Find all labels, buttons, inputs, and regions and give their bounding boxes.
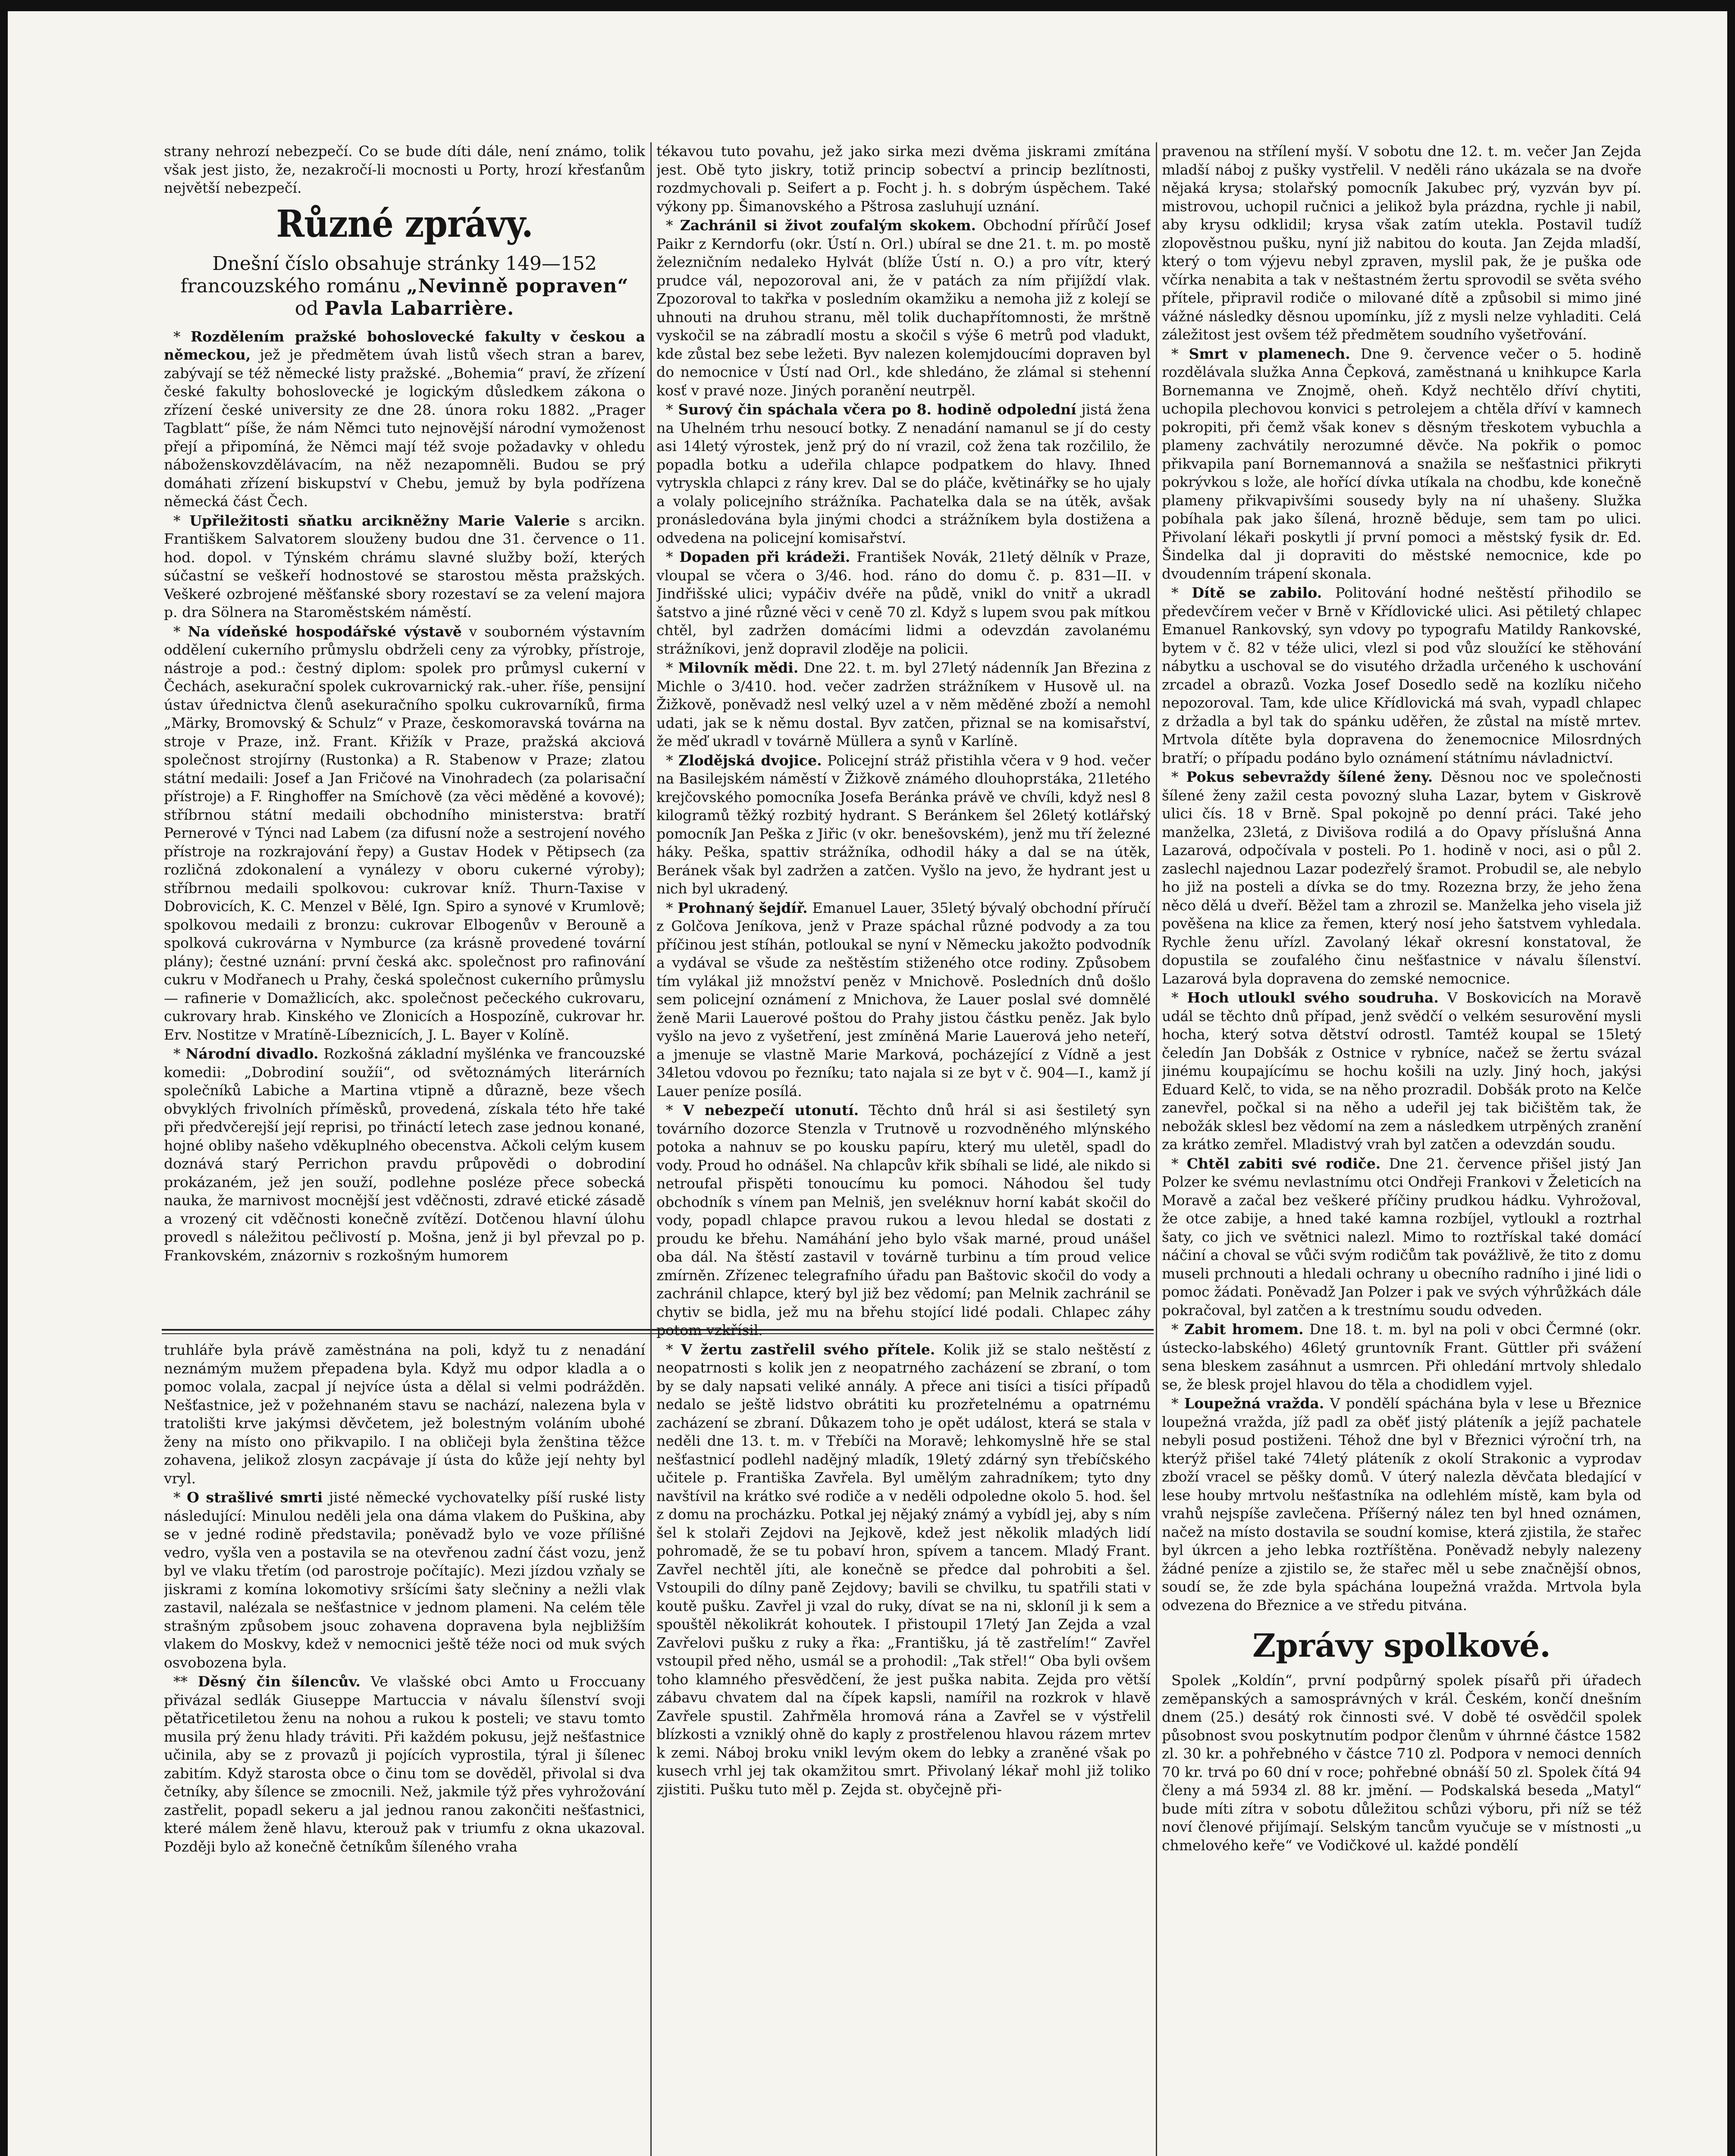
- news-item: * Zachránil si život zoufalým skokem. Obchodní přírůčí Josef Paikr z Kerndorfu (okr. Ústí n. Orl.) ubíral se dne 21. t. m. po mostě železničním nedaleko Hylvát (blíže Ústí n. O.) a pro vítr, který prudce vál, nepozoroval ani, že v patách za ním přijíždí vlak. Zpozoroval to takřka v posledním okamžiku a nemoha již z kolejí se uhnouti na druhou stranu, měl tolik duchapřítomnosti, že mrštně vyskočil se na zábradlí mostu a skočil s výše 6 metrů pod vladukt, kde zůstal bez sebe ležeti. Byv nalezen kolemjdoucími dopraven byl do nemocnice v Ústí nad Orl., kde shledáno, že zlámal si stehenní kosť v pravé noze. Jiných poranění neutrpěl.: [656, 217, 1151, 399]
- news-lead: Upřiležitosti sňatku arcikněžny Marie Valerie: [189, 512, 570, 529]
- section-heading: Zprávy spolkové.: [1252, 1627, 1551, 1664]
- news-body: jež je předmětem úvah listů všech stran a barev, zabývají se též německé listy pražské. „Bohemia“ praví, že zřízení české fakulty bohoslovecké je logickým důsledkem zákona o zřízení české university ze dne 28. února roku 1882. „Prager Tagblatt“ píše, že nám Němci tuto nejnovější národní vymoženost přejí a připomíná, že Němci mají též svoje požadavky v ohledu náboženskovzdělávacím, na něž nezapomněli. Budou se prý domáhati zřízení biskupství v Chebu, jemuž by byla podřízena německá část Čech.: [164, 346, 645, 510]
- news-body: V Boskovicích na Moravě udál se těchto dnů případ, jenž svědčí o velkém sesurovění mysli hocha, který sotva dětství odrostl. Tamtéž koupal se 15letý čeledín Jan Dobšák z Ostnice v rybníce, načež se žertu svázal jinému koupajícímu se hochu košili na uzly. Jiný hoch, jakýsi Eduard Kelč, to vida, se na něho prozradil. Dobšák proto na Kelče zanevřel, počkal si na něho a udeřil jej tak bičištěm tak, že nebožák sklesl bez vědomí na zem a následkem utrpěných zranění za krátko zemřel. Mladistvý vrah byl zatčen a odevzdán soudu.: [1162, 989, 1641, 1153]
- news-item: * Dopaden při krádeži. František Novák, 21letý dělník v Praze, vloupal se včera o 3/46. hod. ráno do domu č. p. 831—II. v Jindřišské ulici; vypáčiv dvéře na půdě, vnikl do vnitř a ukradl šatstvo a jiné různé věci v ceně 70 zl. Když s lupem svou pak mítkou chtěl, byl zadržen domácími lidmi a odevzdán zavolanému strážníkovi, jenž dopravil zloděje na policii.: [656, 548, 1151, 657]
- page-border-right: [1727, 0, 1735, 2156]
- news-lead: Chtěl zabiti své rodiče.: [1186, 1155, 1381, 1172]
- news-body: Děsnou noc ve společnosti šílené ženy zažil cesta povozný sluha Lazar, bytem v Giskrově ulici čís. 18 v Brně. Spal pokojně po denní práci. Také jeho manželka, 23letá, z Divišova rodilá a do Opavy příslušná Anna Lazarová, odpočívala v posteli. Po 1. hodině v noci, asi o půl 2. zaslechl najednou Lazar podezřelý šramot. Probudil se, ale nebylo ho již na posteli a dívka se do tmy. Rozezna brzy, že jeho žena něco dělá u dveří. Běžel tam a zhrozil se. Manželka jeho visela již pověšena na klice za řemen, který nosí jeho šatstvem vyhledala. Rychle ženu uřízl. Zavolaný lékař okresní konstatoval, že dopustila se zoufalého činu nešťastnice v návalu šílenství. Lazarová byla dopravena do zemské nemocnice.: [1162, 768, 1641, 987]
- news-item: * Prohnaný šejdíř. Emanuel Lauer, 35letý bývalý obchodní příručí z Golčova Jeníkova, jenž v Praze spáchal různé podvody a za tou příčinou jest stíhán, potloukal se nyní v Německu jakožto podvodník a vydával se všude za neštěstím stiženého otce rodiny. Způsobem tím vylákal již množství peněz v Mnichově. Posledních dnů došlo sem policejní oznámení z Mnichova, že Lauer poslal své domnělé ženě Marii Lauerové poštou do Prahy jistou částku peněz. Jak bylo vyšlo na jevo z vyšetření, jest zmíněná Marie Lauerová jeho neteří, a jmenuje se vlastně Marie Marková, pocházející z Vídně a jest 34letou vdovou po řezníku; tato najala si ze byt v č. 904—I., kamž jí Lauer peníze posílá.: [656, 899, 1151, 1100]
- news-lead: V nebezpečí utonutí.: [683, 1102, 859, 1119]
- page-border-top: [0, 0, 1735, 11]
- news-body: v souborném výstavním oddělení cukerního průmyslu obdrželi ceny za výrobky, přístroje, nástroje a pod.: čestný diplom: spolek pro průmysl cukerní v Čechách, asekurační spolek cukrovarnický rak.-uher. říše, pensijní ústav úřednictva členů asekuračního spolku cukrovarníků, firma „Märky, Bromovský & Schulz“ v Praze, českomoravská továrna na stroje v Praze, inž. Frant. Křižík v Praze, pražská akciová společnost strojírny (Rustonka) a R. Stabenow v Praze; zlatou státní medaili: Josef a Jan Fričové na Vinohradech (za polarisační přístroje) a F. Ringhoffer na Smíchově (za věci měděné a kovové); stříbrnou státní medaili obchodního ministerstva: bratří Pernerové v Týnci nad Labem (za difusní nože a sestrojení nového přístroje na rozkrajování řepy) a Gustav Hodek v Pětipsech (za rozličná zdokonalení a vynálezy v oboru cukerné výroby); stříbrnou medaili spolkovou: cukrovar kníž. Thurn-Taxise v Dobrovicích, K. C. Menzel v Bělé, Ign. Spiro a synové v Krumlově; spolkovou medaili z bronzu: cukrovar Elbogenův v Berouně a spolková cukrovárna v Nymburce (za krásně provedené tovární plány); čestné uznání: první česká akc. společnost pro rafinování cukru v Modřanech u Prahy, česká společnost cukerního průmyslu — rafinerie v Domažlicích, akc. společnost pečeckého cukrovaru, cukrovary hrab. Kinského ve Zlonicích a Hospozíně, cukrovar hr. Erv. Nostitze v Mratíně-Líbeznicích, J. L. Bayer v Kolíně.: [164, 623, 645, 1043]
- novel-notice-line: [164, 298, 645, 320]
- news-lead: Surový čin spáchala včera po 8. hodině odpolední: [678, 401, 1076, 418]
- news-lead: Hoch utloukl svého soudruha.: [1187, 989, 1439, 1006]
- news-lead: Pokus sebevraždy šílené ženy.: [1186, 768, 1433, 785]
- column-separator: [650, 142, 652, 2156]
- news-lead: Zabit hromem.: [1184, 1321, 1304, 1338]
- news-lead: Národní divadlo.: [185, 1045, 319, 1062]
- news-item: * Upřiležitosti sňatku arcikněžny Marie Valerie s arcikn. Františkem Salvatorem slouženy budou dne 31. července o 11. hod. dopol. v Týnském chrámu slavné služby boží, kterých súčastní se veškeří hodnostové se starostou města pražských. Veškeré ozbrojené měšťanské sbory rozestaví se za velení majora p. dra Sölnera na Staroměstském náměstí.: [164, 512, 645, 620]
- news-item: * Zlodějská dvojice. Policejní stráž přistihla včera v 9 hod. večer na Basilejském náměstí v Žižkově známého dlouhoprstáka, 21letého krejčovského pomocníka Josefa Beránka právě ve chvíli, když nesl 8 kilogramů těžký rozbitý hydrant. S Beránkem šel 26letý kotlářský pomocník Jan Peška z Jiřic (v okr. benešovském), jenž mu tří železné háky. Peška, spattiv strážníka, odhodil háky a dal se na útěk, Beránek však byl zadržen a zatčen. Vyšlo na jevo, že hydrant jest u nich byl ukradený.: [656, 752, 1151, 897]
- news-lead: Zachránil si život zoufalým skokem.: [680, 217, 976, 234]
- news-item: * Smrt v plamenech. Dne 9. července večer o 5. hodině rozdělávala služka Anna Čepková, zaměstnaná u knihkupce Karla Bornemanna ve Znojmě, oheň. Když nechtělo dříví chytiti, uchopila plechovou konvici s petrolejem a chtěla dříví v kamnech pokropiti, při čemž však konev s děsným třeskotem vybuchla a plameny zachvátily nerozumné děvče. Na pokřik o pomoc přikvapila paní Bornemannová a snažila se nešťastnici přikryti pokrývkou s lože, ale hořící dívka utíkala na chodbu, kde konečně plameny přikvapivšími sousedy byly na ní uhašeny. Služka pobíhala pak jako šílená, hrozně běduje, sem tam po ulici. Přivolaní lékaři poskytli jí první pomoci a městský fysik dr. Ed. Šindelka dal ji dopraviti do městské nemocnice, kde po dvoudenním trápení skonala.: [1162, 345, 1641, 582]
- news-body: s arcikn. Františkem Salvatorem slouženy budou dne 31. července o 11. hod. dopol. v Týnském chrámu slavné služby boží, kterých súčastní se veškeří hodnostové se starostou města pražských. Veškeré ozbrojené měšťanské sbory rozestaví se za velení majora p. dra Sölnera na Staroměstském náměstí.: [164, 512, 645, 620]
- news-item: * Rozdělením pražské bohoslovecké fakulty v českou a německou, jež je předmětem úvah listů všech stran a barev, zabývají se též německé listy pražské. „Bohemia“ praví, že zřízení české fakulty bohoslovecké je logickým důsledkem zákona o zřízení české university ze dne 28. února roku 1882. „Prager Tagblatt“ píše, že nám Němci tuto nejnovější národní vymoženost přejí a připomíná, že Němci mají též svoje požadavky v ohledu náboženskovzdělávacím, na něž nezapomněli. Budou se prý domáhati zřízení biskupství v Chebu, jemuž by byla podřízena německá část Čech.: [164, 328, 645, 510]
- news-body: Obchodní přírůčí Josef Paikr z Kerndorfu (okr. Ústí n. Orl.) ubíral se dne 21. t. m. po mostě železničním nedaleko Hylvát (blíže Ústí n. O.) a pro vítr, který prudce vál, nepozoroval ani, že v patách za ním přijíždí vlak. Zpozoroval to takřka v posledním okamžiku a nemoha již z kolejí se uhnouti na druhou stranu, měl tolik duchapřítomnosti, že mrštně vyskočil se na zábradlí mostu a skočil s výše 6 metrů pod vladukt, kde zůstal bez sebe ležeti. Byv nalezen kolemjdoucími dopraven byl do nemocnice v Ústí nad Orl., kde shledáno, že zlámal si stehenní kosť v pravé noze. Jiných poranění neutrpěl.: [656, 217, 1151, 399]
- news-item: * Loupežná vražda. V pondělí spáchána byla v lese u Březnice loupežná vražda, jíž padl za oběť jistý pláteník a jejíž pachatele nebyli posud postiženi. Téhož dne byl v Březnici výroční trh, na kterýž přišel také 74letý pláteník z okolí Strakonic a vyprodav zboží vracel se pěšky domů. V úterý nalezla děvčata bledající v lese houby mrtvolu nešťastníka na odlehlém místě, kam byla od vrahů nejspíše zavlečena. Příšerný nález ten byl hned oznámen, načež na místo dostavila se soudní komise, která zjistila, že stařec byl úkrcen a jeho lebka roztříštěna. Poněvadž nebyly nalezeny žádné peníze a zjistilo se, že stařec měl u sebe značnější obnos, soudí se, že zde byla spáchána loupežná vražda. Mrtvola byla odvezena do Březnice a ve středu pitvána.: [1162, 1395, 1641, 1614]
- news-item: * Hoch utloukl svého soudruha. V Boskovicích na Moravě udál se těchto dnů případ, jenž svědčí o velkém sesurovění mysli hocha, který sotva dětství odrostl. Tamtéž koupal se 15letý čeledín Jan Dobšák z Ostnice v rybníce, načež se žertu svázal jinému koupajícímu se hochu košili na uzly. Jiný hoch, jakýsi Eduard Kelč, to vida, se na něho prozradil. Dobšák proto na Kelče zanevřel, počkal si na něho a udeřil jej tak bičištěm tak, že nebožák sklesl bez vědomí na zem a následkem utrpěných zranění za krátko zemřel. Mladistvý vrah byl zatčen a odevzdán soudu.: [1162, 989, 1641, 1153]
- news-lead: Zlodějská dvojice.: [678, 752, 822, 769]
- news-item: * V nebezpečí utonutí. Těchto dnů hrál si asi šestiletý syn továrního dozorce Stenzla v Trutnově u rozvodněného mlýnského potoka a nahnuv se po kousku papíru, který mu uletěl, spadl do vody. Proud ho odnášel. Na chlapcův křik sbíhali se lidé, ale nikdo si netroufal přispěti tonoucímu ku pomoci. Náhodou šel tudy obchodník s vínem pan Melniš, jen sveléknuv horní kabát skočil do vody, popadl chlapce pravou rukou a levou hledal se dostati z proudu ke břehu. Namáhání jeho bylo však marné, proud unášel oba dál. Na štěstí zastavil v továrně turbinu a tím proud velice zmírněn. Zřízenec telegrafního úřadu pan Baštovic skočil do vody a zachránil chlapce, který byl již bez vědomí; pan Melnik zachránil se chytiv se bidla, jež mu na břehu stojící lidé podali. Chlapec záhy potom vzkřísil.: [656, 1102, 1151, 1338]
- news-body: Policejní stráž přistihla včera v 9 hod. večer na Basilejském náměstí v Žižkově známého dlouhoprstáka, 21letého krejčovského pomocníka Josefa Beránka právě ve chvíli, když nesl 8 kilogramů těžký rozbitý hydrant. S Beránkem šel 26letý kotlářský pomocník Jan Peška z Jiřic (v okr. benešovském), jenž mu tří železné háky. Peška, spattiv strážníka, odhodil háky a dal se na útěk, Beránek však byl zadržen a zatčen. Vyšlo na jevo, že hydrant jest u nich byl ukradený.: [656, 752, 1151, 897]
- news-body: Dne 18. t. m. byl na poli v obci Čermné (okr. ústecko-labského) 46letý gruntovník Frant. Güttler při svážení sena bleskem zasáhnut a usmrcen. Při ohledání mrtvoly shledalo se, že blesk projel hlavou do těla a chodidlem vyjel.: [1162, 1321, 1641, 1393]
- news-item: Spolek „Koldín“, první podpůrný spolek písařů při úřadech zeměpanských a samosprávných v král. Českém, končí dnešním dnem (25.) desátý rok činnosti své. V době té osvědčil spolek působnost svou poskytnutím podpor členům v úhrnné částce 1582 zl. 30 kr. a pohřebného v částce 710 zl. Podpora v nemoci denních 70 kr. trvá po 60 dní v roce; pohřebné obnáší 50 zl. Spolek čítá 94 členy a má 5934 zl. 88 kr. jmění. — Podskalská beseda „Matyl“ bude míti zítra v sobotu důležitou schůzi výboru, při níž se též noví členové přijímají. Selským tancům vyučuje se v místnosti „u chmelového keře“ ve Vodičkové ul. každé pondělí: [1162, 1672, 1641, 1854]
- news-item: * Zabit hromem. Dne 18. t. m. byl na poli v obci Čermné (okr. ústecko-labského) 46letý gruntovník Frant. Güttler při svážení sena bleskem zasáhnut a usmrcen. Při ohledání mrtvoly shledalo se, že blesk projel hlavou do těla a chodidlem vyjel.: [1162, 1321, 1641, 1393]
- news-item: ** Děsný čin šílencův. Ve vlašské obci Amto u Froccuany přivázal sedlák Giuseppe Martuccia v návalu šílenství svoji pětatřicetiletou ženu na nohou a rukou k posteli; ve stavu tomto musila prý ženu hlady tráviti. Při každém pokusu, jejž nešťastnice učinila, aby se z provazů ji pojících vyprostila, týral ji šílenec zabitím. Když starosta obce o činu tom se dověděl, přivolal si dva četníky, aby šílence se zmocnili. Než, jakmile týž přes vyhrožování zastřelit, popadl sekeru a jal jednou ranou zakončiti nešťastnici, které málem ženě hlavu, kterouž pak v triumfu z okna ukazoval. Později bylo až konečně četníkům šíleného vraha: [164, 1673, 645, 1855]
- news-item: * Chtěl zabiti své rodiče. Dne 21. července přišel jistý Jan Polzer ke svému nevlastnímu otci Ondřeji Frankovi v Želeticích na Moravě a začal bez veškeré příčiny prudkou hádku. Vyhrožoval, že otce zabije, a hned také kamna rozbíjel, vytloukl a roztrhal šaty, co jich ve světnici nalezl. Mimo to roztřískal také domácí náčiní a choval se vůči svým rodičům tak povážlivě, že tito z domu museli prchnouti a hledali ochrany u obecního radního i jiné lidi o pomoc žádati. Poněvadž Jan Polzer i pak ve svých výhrůžkách dále pokračoval, byl zatčen a k trestnímu soudu odveden.: [1162, 1155, 1641, 1319]
- news-item: * Pokus sebevraždy šílené ženy. Děsnou noc ve společnosti šílené ženy zažil cesta povozný sluha Lazar, bytem v Giskrově ulici čís. 18 v Brně. Spal pokojně po denní práci. Také jeho manželka, 23letá, z Divišova rodilá a do Opavy příslušná Anna Lazarová, odpočívala v posteli. Po 1. hodině v noci, asi o půl 2. zaslechl najednou Lazar podezřelý šramot. Probudil se, ale nebylo ho již na posteli a dívka se do tmy. Rozezna brzy, že jeho žena něco dělá u dveří. Běžel tam a zhrozil se. Manželka jeho visela již pověšena na klice za řemen, který nosí jeho šatstvem vyhledala. Rychle ženu uřízl. Zavolaný lékař okresní konstatoval, že dopustila se zoufalého činu nešťastnice v návalu šílenství. Lazarová byla dopravena do zemské nemocnice.: [1162, 768, 1641, 987]
- news-item: * Surový čin spáchala včera po 8. hodině odpolední jistá žena na Uhelném trhu nesoucí botky. Z nenadání namanul se jí do cesty asi 14letý výrostek, jenž prý do ní vrazil, což žena tak rozčililo, že popadla botku a udeřila chlapce podpatkem do hlavy. Ihned vytryskla chlapci z rány krev. Dal se do pláče, květinářky se ho ujaly a volaly policejního strážníka. Pachatelka dala se na útěk, avšak pronásledována byla jinými chodci a strážníkem byla dostižena a odvedena na policejní komisařství.: [656, 401, 1151, 546]
- news-lead: Prohnaný šejdíř.: [678, 899, 808, 916]
- news-item: * Národní divadlo. Rozkošná základní myšlénka ve francouzské komedii: „Dobrodiní soužíi“, od světoznámých literárních společníků Labiche a Martina vtipně a důrazně, beze všech obvyklých frivolních příměsků, provedená, získala této hře také při předvčerejší její reprisi, po třináctí letech zase jednou konané, hojné obliby našeho vděkuplného obecenstva. Ačkoli celým kusem doznává starý Perrichon pravdu průpovědi o dobrodiní prokázaném, jež jen souží, podlehne posléze přece sobecká nauka, že marnivost mocnější jest vděčnosti, zdravé etické zásadě a vrozený cit vděčnosti konečně zvítězí. Dotčenou hlavní úlohu provedl s náležitou pečlivostí p. Mošna, jenž ji byl převzal po p. Frankovském, znázorniv s rozkošným humorem: [164, 1045, 645, 1264]
- news-body: František Novák, 21letý dělník v Praze, vloupal se včera o 3/46. hod. ráno do domu č. p. 831—II. v Jindřišské ulici; vypáčiv dvéře na půdě, vnikl do vnitř a ukradl šatstvo a jiné různé věci v ceně 70 zl. Když s lupem svou pak mítkou chtěl, byl zadržen domácími lidmi a odevzdán zavolanému strážníkovi, jenž dopravil zloděje na policii.: [656, 548, 1151, 657]
- article-text: pravenou na střílení myší. V sobotu dne 12. t. m. večer Jan Zejda mladší náboj z pušky vystřelil. V neděli ráno ukázala se na dvoře nějaká krysa; stolařský pomocník Jakubec prý, vyzván byv pí. mistrovou, uchopil ručnici a jelikož byla prázdna, rychle ji nabil, aby krysu odklidil; krysa však zatím utekla. Postavil tudíž zlopověstnou pušku, nyní již nabitou do kouta. Jan Zejda mladší, který o tom výjevu nebyl zpraven, myslil pak, že je puška ode včírka nenabita a tak v neštastném žertu sprovodil se světa svého přítele, připravil rodiče o milované dítě a způsobil si mimo jiné vážné následky děsnou upomínku, jíž z mysli nelze vyhladiti. Celá záležitost jest ovšem též předmětem soudního vyšetřování.: [1162, 143, 1641, 343]
- news-body: Ve vlašské obci Amto u Froccuany přivázal sedlák Giuseppe Martuccia v návalu šílenství svoji pětatřicetiletou ženu na nohou a rukou k posteli; ve stavu tomto musila prý ženu hlady tráviti. Při každém pokusu, jejž nešťastnice učinila, aby se z provazů ji pojících vyprostila, týral ji šílenec zabitím. Když starosta obce o činu tom se dověděl, přivolal si dva četníky, aby šílence se zmocnili. Než, jakmile týž přes vyhrožování zastřelit, popadl sekeru a jal jednou ranou zakončiti nešťastnici, které málem ženě hlavu, kterouž pak v triumfu z okna ukazoval. Později bylo až konečně četníkům šíleného vraha: [164, 1673, 645, 1855]
- column-3: [1162, 142, 1641, 2156]
- news-lead: Milovník mědi.: [678, 659, 799, 676]
- article-text: strany nehrozí nebezpečí. Co se bude díti dále, není známo, tolik však jest jisto, že, nezakročí-li mocnosti u Porty, hrozí křesťanům největší nebezpečí.: [164, 143, 645, 196]
- section-heading: Různé zprávy.: [276, 202, 533, 246]
- news-lead: Rozdělením pražské bohoslovecké fakulty v českou a německou,: [164, 328, 645, 363]
- news-body: Dne 21. července přišel jistý Jan Polzer ke svému nevlastnímu otci Ondřeji Frankovi v Želeticích na Moravě a začal bez veškeré příčiny prudkou hádku. Vyhrožoval, že otce zabije, a hned také kamna rozbíjel, vytloukl a roztrhal šaty, co jich ve světnici nalezl. Mimo to roztřískal také domácí náčiní a choval se vůči svým rodičům tak povážlivě, že tito z domu museli prchnouti a hledali ochrany u obecního radního i jiné lidi o pomoc žádati. Poněvadž Jan Polzer i pak ve svých výhrůžkách dále pokračoval, byl zatčen a k trestnímu soudu odveden.: [1162, 1155, 1641, 1319]
- news-body: Emanuel Lauer, 35letý bývalý obchodní příručí z Golčova Jeníkova, jenž v Praze spáchal různé podvody a za tou příčinou jest stíhán, potloukal se nyní v Německu jakožto podvodník a vydával se všude za neštěstím stiženého otce rodiny. Způsobem tím vylákal již množství peněz v Mnichově. Posledních dnů došlo sem policejní oznámení z Mnichova, že Lauer poslal své domnělé ženě Marii Lauerové poštou do Prahy jistou částku peněz. Jak bylo vyšlo na jevo z vyšetření, jest zmíněná Marie Lauerová jeho neteří, a jmenuje se vlastně Marie Marková, pocházející z Vídně a jest 34letou vdovou po řezníku; tato najala si ze byt v č. 904—I., kamž jí Lauer peníze posílá.: [656, 899, 1151, 1100]
- news-item: * Milovník mědi. Dne 22. t. m. byl 27letý nádenník Jan Březina z Michle o 3/410. hod. večer zadržen strážníkem v Husově ul. na Žižkově, poněvadž nesl velký uzel a v něm měděné zboží a nemohl udati, jak se k němu dostal. Byv zatčen, přiznal se na komisařství, že měď ukradl v továrně Müllera a synů v Karlíně.: [656, 659, 1151, 749]
- news-lead: O strašlivé smrti: [187, 1489, 323, 1506]
- column-1-upper: [164, 142, 645, 1326]
- column-separator: [1156, 142, 1157, 2156]
- news-body: Dne 9. července večer o 5. hodině rozdělávala služka Anna Čepková, zaměstnaná u knihkupce Karla Bornemanna ve Znojmě, oheň. Když nechtělo dříví chytiti, uchopila plechovou konvici s petrolejem a chtěla dříví v kamnech pokropiti, při čemž však konev s děsným třeskotem vybuchla a plameny zachvátily nerozumné děvče. Na pokřik o pomoc přikvapila paní Bornemannová a snažila se nešťastnici přikryti pokrývkou s lože, ale hořící dívka utíkala na chodbu, kde konečně plameny přikvapivšími sousedy byly na ní uhašeny. Služka pobíhala pak jako šílená, hrozně běduje, sem tam po ulici. Přivolaní lékaři poskytli jí první pomoci a městský fysik dr. Ed. Šindelka dal ji dopraviti do městské nemocnice, kde po dvoudenním trápení skonala.: [1162, 345, 1641, 582]
- article-text: tékavou tuto povahu, jež jako sirka mezi dvěma jiskrami zmítána jest. Obě tyto jiskry, totiž princip sobectví a princip bezlítnosti, rozdmychovali p. Seifert a p. Focht j. h. s dobrým úspěchem. Také výkony pp. Šimanovského a Pštrosa zasluhují uznání.: [656, 143, 1151, 215]
- news-lead: Na vídeňské hospodářské výstavě: [188, 623, 462, 640]
- news-body: Politování hodné neštěstí přihodilo se předevčírem večer v Brně v Křídlovické ulici. Asi pětiletý chlapec Emanuel Rankovský, syn vdovy po typografu Matildy Rankovské, bytem v č. 82 v téže ulici, vlezl si pod vůz sloužící ke stěhování nábytku a uschoval se do visutého držadla určeného k uschování zrcadel a obrazů. Vozka Josef Dosedlo sedě na kozlíku ničeho nepozoroval. Tam, kde ulice Křídlovická má svah, vypadl chlapec z držadla a byl tak do spánku uděřen, že zůstal na místě mrtev. Mrtvola dítěte byla dopravena do ženemocnice Milosrdných bratří; o případu podáno bylo oznámení státnímu návladnictví.: [1162, 584, 1641, 766]
- news-lead: Smrt v plamenech.: [1189, 345, 1350, 362]
- news-item: * V žertu zastřelil svého přítele. Kolik již se stalo neštěstí z neopatrnosti s kolik jen z neopatrného zacházení se zbraní, o tom by se daly napsati veliké annály. A přece ani tisíci a tisíci případů nedalo se ještě lidstvo obrátiti ku prozřetelnému a opatrnému zacházení se zbraní. Důkazem toho je opět událost, která se stala v neděli dne 13. t. m. v Třebíči na Moravě; lehkomyslně hře se stal nešťastnicí podlehl nadějný mladík, 19letý zdárný syn třebíčského učitele p. Františka Zavřela. Byl umělým zahradníkem; tyto dny navštívil na krátko své rodiče a v neděli odpoledne okolo 5. hod. šel z domu na procházku. Potkal jej nějaký známý a vybídl jej, aby s ním šel k stolaři Zejdovi na Jejkově, kdež jest několik mladých lidí pohromadě, že se tu pobaví hron, spívem a tancem. Mladý Frant. Zavřel nechtěl jíti, ale konečně se předce dal pohrobiti a šel. Vstoupili do dílny paně Zejdovy; bavili se chvilku, tu spatřili stati v koutě pušku. Zavřel ji vzal do ruky, dívat se na ni, skloníl ji k sem a spouštěl několikrát kohoutek. I přistoupil 17letý Jan Zejda a vzal Zavřelovi pušku z ruky a řka: „Františku, já tě zastřelím!“ Zavřel vstoupil před něho, usmál se a prohodil: „Tak střel!“ Oba byli ovšem toho klamného přesvědčení, že jest puška nabita. Zejda pro větší zábavu chvatem dal na čípek kapsli, namířil na rozkrok v hlavě Zavřele spustil. Zahřměla hromová rána a Zavřel se v výstřelil blízkosti a vzniklý ohně do kaply z prostřelenou hlavou rázem mrtev k zemi. Náboj broku vnikl levým okem do lebky a zraněné však po kusech vrhl jej tak okamžitou smrt. Přivolaný lékař mohl již toliko zjistiti. Pušku tuto měl p. Zejda st. obyčejně při-: [656, 1341, 1151, 1798]
- novel-notice-text: francouzského románu: [180, 275, 401, 297]
- news-item: * O strašlivé smrti jisté německé vychovatelky píší ruské listy následující: Minulou neděli jela ona dáma vlakem do Puškina, aby se v jedné rodině představila; poněvadž bylo ve voze přílišné vedro, vyšla ven a postavila se na otevřenou zadní část vozu, jenž byl ve vlaku třetím (od parostroje počítajíc). Mezi jízdou vzňaly se jiskrami z komína lokomotivy sršícími šaty slečniny a nežli vlak zastavil, nalézala se nešťastnice v jednom plameni. Na celém těle strašným způsobem jsouc zohavena dopravena byla nejbližším vlakem do Moskvy, kdež v nemocnici ještě téže noci od muk svých osvobozena byla.: [164, 1489, 645, 1671]
- novel-notice-line: [164, 275, 645, 298]
- page-border-left: [0, 0, 8, 2156]
- novel-notice-line: Dnešní číslo obsahuje stránky 149—152: [212, 252, 597, 275]
- news-body: jisté německé vychovatelky píší ruské listy následující: Minulou neděli jela ona dáma vlakem do Puškina, aby se v jedné rodině představila; poněvadž bylo ve voze přílišné vedro, vyšla ven a postavila se na otevřenou zadní část vozu, jenž byl ve vlaku třetím (od parostroje počítajíc). Mezi jízdou vzňaly se jiskrami z komína lokomotivy sršícími šaty slečniny a nežli vlak zastavil, nalézala se nešťastnice v jednom plameni. Na celém těle strašným způsobem jsouc zohavena dopravena byla nejbližším vlakem do Moskvy, kdež v nemocnici ještě téže noci od muk svých osvobozena byla.: [164, 1489, 645, 1671]
- news-item: * Dítě se zabilo. Politování hodné neštěstí přihodilo se předevčírem večer v Brně v Křídlovické ulici. Asi pětiletý chlapec Emanuel Rankovský, syn vdovy po typografu Matildy Rankovské, bytem v č. 82 v téže ulici, vlezl si pod vůz sloužící ke stěhování nábytku a uschoval se do visutého držadla určeného k uschování zrcadel a obrazů. Vozka Josef Dosedlo sedě na kozlíku ničeho nepozoroval. Tam, kde ulice Křídlovická má svah, vypadl chlapec z držadla a byl tak do spánku uděřen, že zůstal na místě mrtev. Mrtvola dítěte byla dopravena do ženemocnice Milosrdných bratří; o případu podáno bylo oznámení státnímu návladnictví.: [1162, 584, 1641, 766]
- news-body: V pondělí spáchána byla v lese u Březnice loupežná vražda, jíž padl za oběť jistý pláteník a jejíž pachatele nebyli posud postiženi. Téhož dne byl v Březnici výroční trh, na kterýž přišel také 74letý pláteník z okolí Strakonic a vyprodav zboží vracel se pěšky domů. V úterý nalezla děvčata bledající v lese houby mrtvolu nešťastníka na odlehlém místě, kam byla od vrahů nejspíše zavlečena. Příšerný nález ten byl hned oznámen, načež na místo dostavila se soudní komise, která zjistila, že stařec byl úkrcen a jeho lebka roztříštěna. Poněvadž nebyly nalezeny žádné peníze a zjistilo se, že stařec měl u sebe značnější obnos, soudí se, že zde byla spáchána loupežná vražda. Mrtvola byla odvezena do Březnice a ve středu pitvána.: [1162, 1395, 1641, 1614]
- novel-title: „Nevinně popraven“: [407, 275, 629, 297]
- column-2: [656, 142, 1151, 2156]
- novel-notice-text: od: [295, 297, 319, 320]
- news-body: Kolik již se stalo neštěstí z neopatrnosti s kolik jen z neopatrného zacházení se zbraní, o tom by se daly napsati veliké annály. A přece ani tisíci a tisíci případů nedalo se ještě lidstvo obrátiti ku prozřetelnému a opatrnému zacházení se zbraní. Důkazem toho je opět událost, která se stala v neděli dne 13. t. m. v Třebíči na Moravě; lehkomyslně hře se stal nešťastnicí podlehl nadějný mladík, 19letý zdárný syn třebíčského učitele p. Františka Zavřela. Byl umělým zahradníkem; tyto dny navštívil na krátko své rodiče a v neděli odpoledne okolo 5. hod. šel z domu na procházku. Potkal jej nějaký známý a vybídl jej, aby s ním šel k stolaři Zejdovi na Jejkově, kdež jest několik mladých lidí pohromadě, že se tu pobaví hron, spívem a tancem. Mladý Frant. Zavřel nechtěl jíti, ale konečně se předce dal pohrobiti a šel. Vstoupili do dílny paně Zejdovy; bavili se chvilku, tu spatřili stati v koutě pušku. Zavřel ji vzal do ruky, dívat se na ni, skloníl ji k sem a spouštěl několikrát kohoutek. I přistoupil 17letý Jan Zejda a vzal Zavřelovi pušku z ruky a řka: „Františku, já tě zastřelím!“ Zavřel vstoupil před něho, usmál se a prohodil: „Tak střel!“ Oba byli ovšem toho klamného přesvědčení, že jest puška nabita. Zejda pro větší zábavu chvatem dal na čípek kapsli, namířil na rozkrok v hlavě Zavřele spustil. Zahřměla hromová rána a Zavřel se v výstřelil blízkosti a vzniklý ohně do kaply z prostřelenou hlavou rázem mrtev k zemi. Náboj broku vnikl levým okem do lebky a zraněné však po kusech vrhl jej tak okamžitou smrt. Přivolaný lékař mohl již toliko zjistiti. Pušku tuto měl p. Zejda st. obyčejně při-: [656, 1341, 1151, 1798]
- news-lead: Loupežná vražda.: [1184, 1395, 1324, 1412]
- column-1-lower: [164, 1341, 645, 2156]
- news-body: Rozkošná základní myšlénka ve francouzské komedii: „Dobrodiní soužíi“, od světoznámých literárních společníků Labiche a Martina vtipně a důrazně, beze všech obvyklých frivolních příměsků, provedená, získala této hře také při předvčerejší její reprisi, po třináctí letech zase jednou konané, hojné obliby našeho vděkuplného obecenstva. Ačkoli celým kusem doznává starý Perrichon pravdu průpovědi o dobrodiní prokázaném, jež jen souží, podlehne posléze přece sobecká nauka, že marnivost mocnější jest vděčnosti, zdravé etické zásadě a vrozený cit vděčnosti konečně zvítězí. Dotčenou hlavní úlohu provedl s náležitou pečlivostí p. Mošna, jenž ji byl převzal po p. Frankovském, znázorniv s rozkošným humorem: [164, 1045, 645, 1264]
- novel-author: Pavla Labarrière.: [324, 297, 515, 320]
- news-lead: Dopaden při krádeži.: [679, 548, 850, 565]
- news-item: * Na vídeňské hospodářské výstavě v souborném výstavním oddělení cukerního průmyslu obdrželi ceny za výrobky, přístroje, nástroje a pod.: čestný diplom: spolek pro průmysl cukerní v Čechách, asekurační spolek cukrovarnický rak.-uher. říše, pensijní ústav úřednictva členů asekuračního spolku cukrovarníků, firma „Märky, Bromovský & Schulz“ v Praze, českomoravská továrna na stroje v Praze, inž. Frant. Křižík v Praze, pražská akciová společnost strojírny (Rustonka) a R. Stabenow v Praze; zlatou státní medaili: Josef a Jan Fričové na Vinohradech (za polarisační přístroje) a F. Ringhoffer na Smíchově (za věci měděné a kovové); stříbrnou státní medaili obchodního ministerstva: bratří Pernerové v Týnci nad Labem (za difusní nože a sestrojení nového přístroje na rozkrajování řepy) a Gustav Hodek v Pětipsech (za rozličná zdokonalení a vynálezy v oboru cukerné výroby); stříbrnou medaili spolkovou: cukrovar kníž. Thurn-Taxise v Dobrovicích, K. C. Menzel v Bělé, Ign. Spiro a synové v Krumlově; spolkovou medaili z bronzu: cukrovar Elbogenův v Berouně a spolková cukrovárna v Nymburce (za krásně provedené tovární plány); čestné uznání: první česká akc. společnost pro rafinování cukru v Modřanech u Prahy, česká společnost cukerního průmyslu — rafinerie v Domažlicích, akc. společnost pečeckého cukrovaru, cukrovary hrab. Kinského ve Zlonicích a Hospozíně, cukrovar hr. Erv. Nostitze v Mratíně-Líbeznicích, J. L. Bayer v Kolíně.: [164, 623, 645, 1043]
- news-lead: V žertu zastřelil svého přítele.: [681, 1341, 935, 1358]
- news-body: jistá žena na Uhelném trhu nesoucí botky. Z nenadání namanul se jí do cesty asi 14letý výrostek, jenž prý do ní vrazil, což žena tak rozčililo, že popadla botku a udeřila chlapce podpatkem do hlavy. Ihned vytryskla chlapci z rány krev. Dal se do pláče, květinářky se ho ujaly a volaly policejního strážníka. Pachatelka dala se na útěk, avšak pronásledována byla jinými chodci a strážníkem byla dostižena a odvedena na policejní komisařství.: [656, 401, 1151, 546]
- news-body: Dne 22. t. m. byl 27letý nádenník Jan Březina z Michle o 3/410. hod. večer zadržen strážníkem v Husově ul. na Žižkově, poněvadž nesl velký uzel a v něm měděné zboží a nemohl udati, jak se k němu dostal. Byv zatčen, přiznal se na komisařství, že měď ukradl v továrně Müllera a synů v Karlíně.: [656, 659, 1151, 749]
- article-text: truhláře byla právě zaměstnána na poli, když tu z nenadání neznámým mužem přepadena byla. Když mu odpor kladla a o pomoc volala, zacpal jí nejvíce ústa a dělal si velmi podrážděn. Nešťastnice, jež v požehnaném stavu se nachází, nalezena byla v tratolišti krve jakýmsi děvčetem, jež bolestným voláním ubohé ženy na místo ono přikvapilo. I na obličeji byla ženština těžce zohavena, jelikož zlosyn zacpávaje jí ústa do kůže její nehty byl vryl.: [164, 1341, 645, 1487]
- news-lead: Dítě se zabilo.: [1192, 584, 1322, 601]
- novel-notice: [164, 253, 645, 320]
- news-body: Těchto dnů hrál si asi šestiletý syn továrního dozorce Stenzla v Trutnově u rozvodněného mlýnského potoka a nahnuv se po kousku papíru, který mu uletěl, spadl do vody. Proud ho odnášel. Na chlapcův křik sbíhali se lidé, ale nikdo si netroufal přispěti tonoucímu ku pomoci. Náhodou šel tudy obchodník s vínem pan Melniš, jen sveléknuv horní kabát skočil do vody, popadl chlapce pravou rukou a levou hledal se dostati z proudu ke břehu. Namáhání jeho bylo však marné, proud unášel oba dál. Na štěstí zastavil v továrně turbinu a tím proud velice zmírněn. Zřízenec telegrafního úřadu pan Baštovic skočil do vody a zachránil chlapce, který byl již bez vědomí; pan Melnik zachránil se chytiv se bidla, jež mu na břehu stojící lidé podali. Chlapec záhy potom vzkřísil.: [656, 1102, 1151, 1338]
- news-lead: Děsný čin šílencův.: [198, 1673, 361, 1690]
